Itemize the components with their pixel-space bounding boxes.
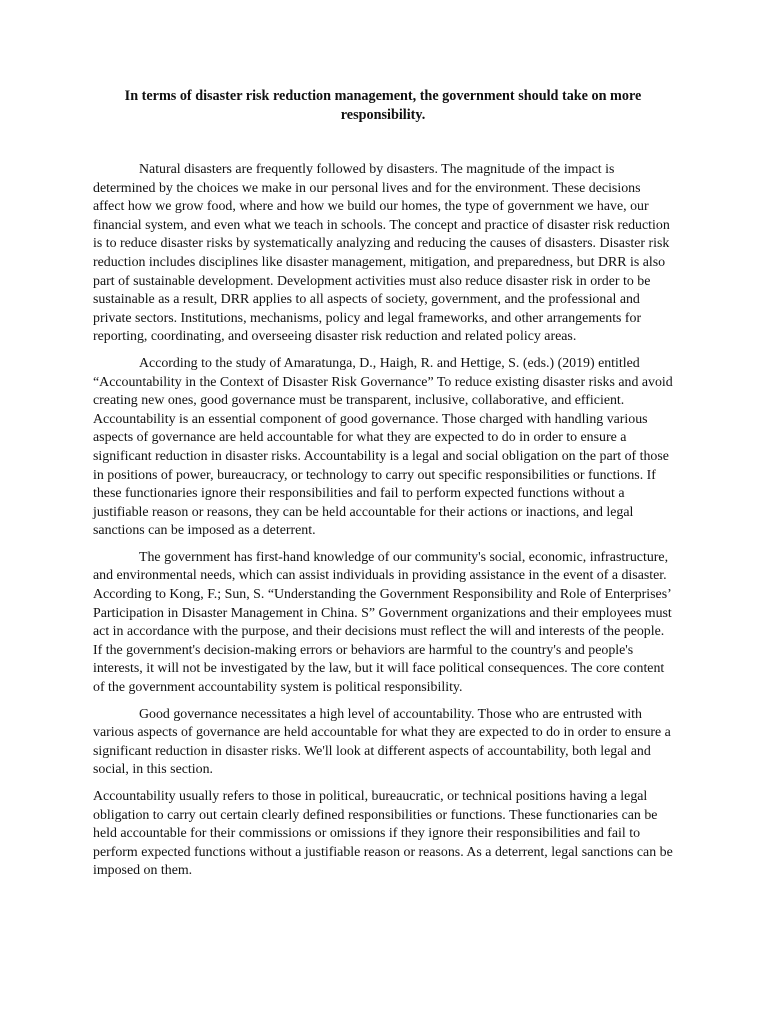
paragraph-3: The government has first-hand knowledge of our community's social, economic, infrastructure, and environmental needs, which can assist individuals in providing assistance in the event of a disaster. According to Kong, F.; Sun, S. “Understanding the Government Responsibility and Role of Enterprises’ Participation in Disaster Management in China. S” Government organizations and their employees must act in accordance with the purpose, and their decisions must reflect the will and interests of the people. If the government's decision-making errors or behaviors are harmful to the country's and people's interests, it will not be investigated by the law, but it will face political consequences. The core content of the government accountability system is political responsibility. (93, 549, 672, 696)
document-title: In terms of disaster risk reduction management, the government should take on more responsibility. (124, 88, 642, 123)
paragraph-1: Natural disasters are frequently followed by disasters. The magnitude of the impact is determined by the choices we make in our personal lives and for the environment. These decisions affect how we grow food, where and how we build our homes, the type of government we have, our financial system, and even what we teach in schools. The concept and practice of disaster risk reduction is to reduce disaster risks by systematically analyzing and reducing the causes of disasters. Disaster risk reduction includes disciplines like disaster management, mitigation, and preparedness, but DRR is also part of sustainable development. Development activities must also reduce disaster risk in order to be sustainable as a result, DRR applies to all aspects of society, government, and the professional and private sectors. Institutions, mechanisms, policy and legal frameworks, and other arrangements for reporting, coordinating, and overseeing disaster risk reduction and related policy areas. (93, 162, 670, 345)
paragraph-4: Good governance necessitates a high level of accountability. Those who are entrusted with various aspects of governance are held accountable for what they are expected to do in order to ensure a significant reduction in disaster risks. We'll look at different aspects of accountability, both legal and social, in this section. (93, 706, 671, 778)
paragraph-5: Accountability usually refers to those in political, bureaucratic, or technical positions having a legal obligation to carry out certain clearly defined responsibilities or functions. These functionaries can be held accountable for their commissions or omissions if they ignore their responsibilities and fail to perform expected functions without a justifiable reason or reasons. As a deterrent, legal sanctions can be imposed on them. (93, 789, 673, 879)
paragraph-2: According to the study of Amaratunga, D., Haigh, R. and Hettige, S. (eds.) (2019) entitled “Accountability in the Context of Disaster Risk Governance” To reduce existing disaster risks and avoid creating new ones, good governance must be transparent, inclusive, collaborative, and efficient. Accountability is an essential component of good governance. Those charged with handling various aspects of governance are held accountable for what they are expected to do in order to ensure a significant reduction in disaster risks. Accountability is a legal and social obligation on the part of those in positions of power, bureaucracy, or technology to carry out specific responsibilities or functions. If these functionaries ignore their responsibilities and fail to perform expected functions without a justifiable reason or reasons, they can be held accountable for their actions or inactions, and legal sanctions can be imposed as a deterrent. (93, 355, 673, 539)
document-page (93, 87, 673, 889)
